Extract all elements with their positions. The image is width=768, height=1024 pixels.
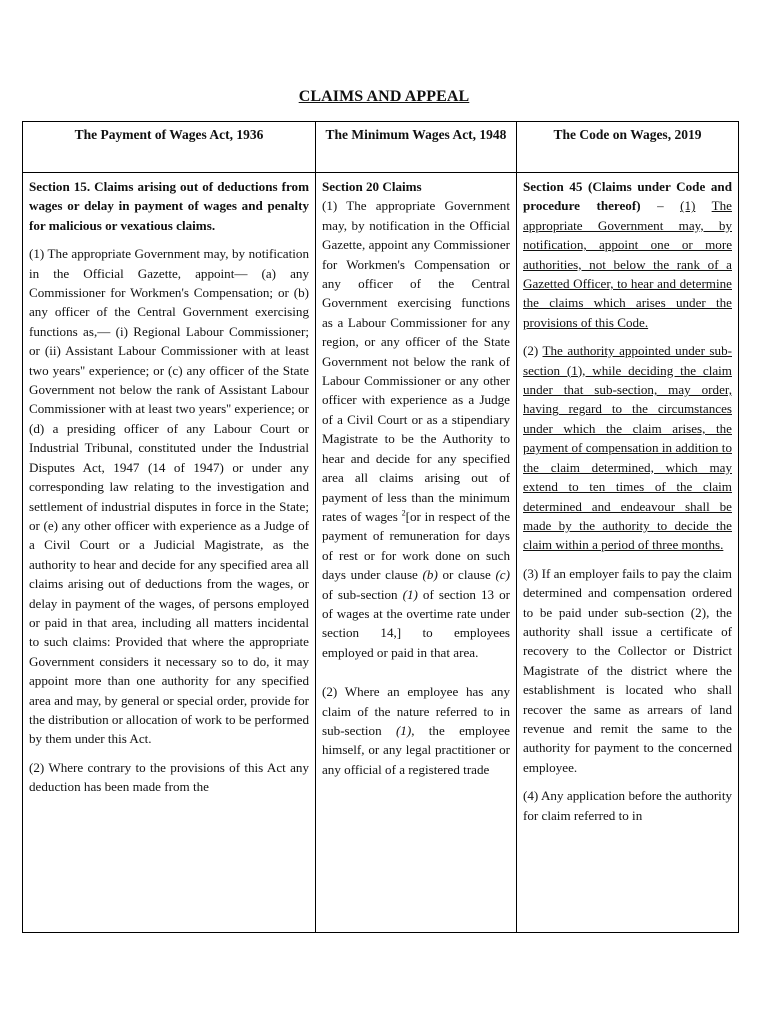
section-15-heading: Section 15. Claims arising out of deductions from wages or delay in payment of wages and penalty for malicious or vexatious claims. — [29, 179, 309, 233]
comparison-table — [22, 121, 739, 933]
header-code-on-wages: The Code on Wages, 2019 — [553, 127, 702, 142]
cell-code-on-wages — [517, 174, 738, 932]
header-minimum-wages-act: The Minimum Wages Act, 1948 — [325, 127, 507, 142]
footnote-marker: 2 — [401, 508, 406, 518]
cell-minimum-wages-act — [316, 174, 516, 932]
section-45-sub-1: Section 45 (Claims under Code and procedure thereof) – (1) The appropriate Government may, by notification, appoint one or more authorities, not below the rank of a Gazetted Officer, to hear and determine the claims which arises under the provisions of this Code. — [523, 179, 732, 330]
section-45-heading: Section 45 (Claims under Code and procedure thereof) — [523, 179, 732, 214]
section-20-sub-1: (1) The appropriate Government may, by notification in the Official Gazette, appoint any Commissioner for Workmen's Compensation or any officer of the Central Government exercising functions as a Labour Commissioner for any region, or any officer of the State Government not below the rank of Labour Commissioner or any other officer with experience as a Judge of a Civil Court or as a stipendiary Magistrate to be the Authority to hear and decide for any specified area all claims arising out of payment of less than the minimum rates of wages $^2$[or in respect of the payment of remuneration for days of rest or for work done on such days under clause (b) or clause (c) of sub-section (1) of section 13 or of wages at the overtime rate under section 14,] to employees employed or paid in that area. — [322, 198, 511, 660]
section-45-sub-2: (2) The authority appointed under sub-section (1), while deciding the claim under that sub-section, may order, having regard to the circumstances under which the claim arises, the payment of compensation in addition to the claim determined, which may extend to ten times of the claim determined and endeavour shall be made by the authority to decide the claim within a period of three months. — [523, 343, 732, 553]
section-45-sub-3: (3) If an employer fails to pay the claim determined and compensation ordered to be paid under sub-section (2), the authority shall issue a certificate of recovery to the Collector or District Magistrate of the district where the establishment is located who shall recover the same as arrears of land revenue and remit the same to the authority for payment to the concerned employee. — [523, 565, 732, 775]
header-payment-of-wages-act: The Payment of Wages Act, 1936 — [74, 127, 264, 142]
section-15-sub-1: (1) The appropriate Government may, by notification in the Official Gazette, appoint— (a) any Commissioner for Workmen's Compensation; or (b) any officer of the Central Government exercising functions as,— (i) Regional Labour Commissioner; or (ii) Assistant Labour Commissioner with at least two years'' experience; or (c) any officer of the State Government not below the rank of Assistant Labour Commissioner with at least two years'' experience; or (d) a presiding officer of any Labour Court or Industrial Tribunal, constituted under the Industrial Disputes Act, 1947 (14 of 1947) or under any corresponding law relating to the investigation and settlement of industrial disputes in force in the State; or (e) any other officer with experience as a Judge of a Civil Court or a Judicial Magistrate, as the authority to hear and decide for any specified area all claims arising out of deductions from the wages, or delay in payment of the wages, of persons employed or paid in that area, including all matters incidental to such claims: Provided that where the appropriate Government considers it necessary so to do, it may appoint more than one authority for any specified area and may, by general or special order, provide for the distribution or allocation of work to be performed by them under this Act. — [29, 246, 309, 747]
page-title: CLAIMS AND APPEAL — [298, 88, 470, 105]
section-20-sub-2: (2) Where an employee has any claim of the nature referred to in sub-section (1), the employee himself, or any legal practitioner or any official of a registered trade — [322, 684, 510, 777]
section-20-heading: Section 20 Claims — [322, 179, 422, 194]
section-45-sub-4: (4) Any application before the authority for claim referred to in — [523, 788, 732, 823]
section-15-sub-2: (2) Where contrary to the provisions of this Act any deduction has been made from the — [29, 759, 309, 795]
header-divider — [23, 172, 738, 173]
cell-payment-of-wages-act — [23, 174, 315, 932]
